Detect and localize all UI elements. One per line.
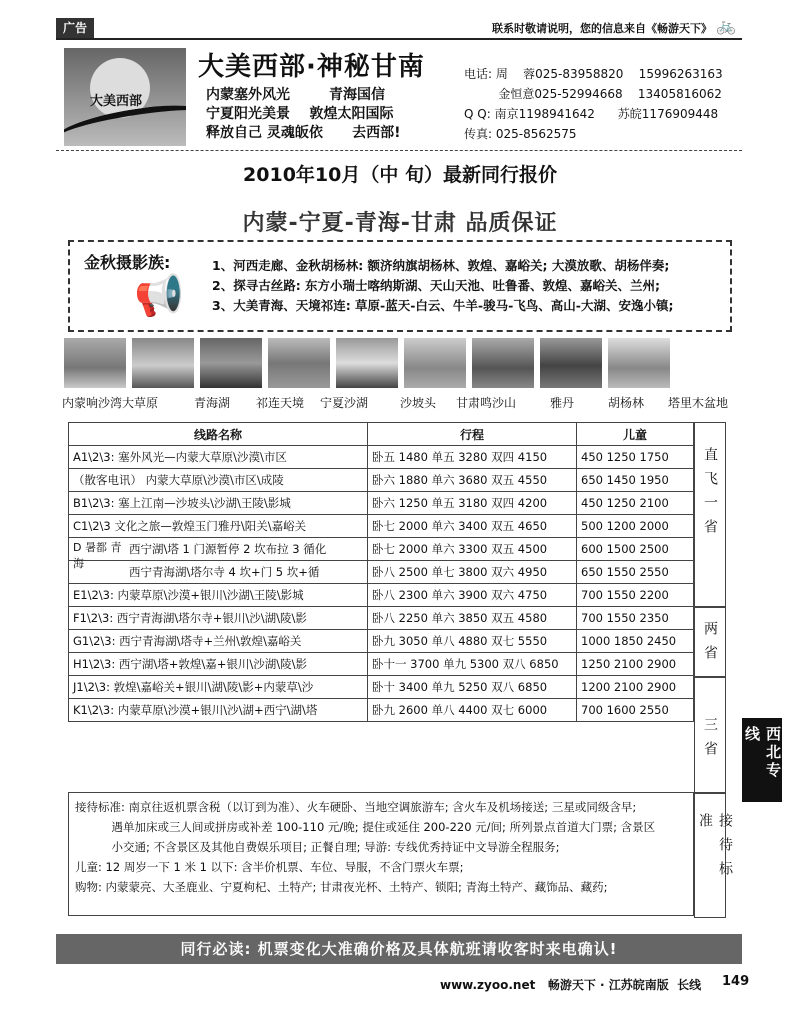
- table-row: [69, 607, 694, 630]
- route-price: 卧八 2500 单七 3800 双六 4950: [368, 561, 577, 584]
- table-row: [69, 446, 694, 469]
- table-row: [69, 469, 694, 492]
- child-price: 450 1250 2100: [577, 492, 694, 515]
- slogans: [206, 86, 401, 143]
- route-price: 卧九 2600 单八 4400 双七 6000: [368, 699, 577, 722]
- route-name: A1\2\3: 塞外风光—内蒙大草原\沙漠\市区: [69, 446, 368, 469]
- notes-line: 购物: 内蒙蒙亮、大圣鹿业、宁夏枸杞、土特产; 甘肃夜光杯、土特产、锁阳; 青海土特产、藏饰品、藏药;: [75, 880, 608, 894]
- child-price: 450 1250 1750: [577, 446, 694, 469]
- photo-shapotou: [336, 338, 398, 388]
- logo: [64, 48, 186, 146]
- route-price: 卧十 3400 单九 5250 双八 6850: [368, 676, 577, 699]
- notes-line: 接待标准: 南京往返机票含税（以订到为准）、火车硬卧、当地空调旅游车; 含火车及机场接送; 三星或同级含早;: [75, 800, 637, 814]
- promo-routes: [212, 256, 674, 316]
- megaphone-icon: 📢: [134, 273, 184, 319]
- route-name: F1\2\3: 西宁青海湖\塔尔寺+银川\沙\湖\陵\影: [69, 607, 368, 630]
- header-route: 线路名称: [69, 423, 368, 446]
- header-child: 儿童: [577, 423, 694, 446]
- photo-qilian: [200, 338, 262, 388]
- route-name: J1\2\3: 敦煌\嘉峪关+银川\湖\陵\影+内蒙草\沙: [69, 676, 368, 699]
- photo-mingsha: [404, 338, 466, 388]
- group-d-label: D 暑都 青海: [73, 541, 122, 570]
- route-price: 卧五 1480 单五 3280 双四 4150: [368, 446, 577, 469]
- route-name: E1\2\3: 内蒙草原\沙漠+银川\沙湖\王陵\影城: [69, 584, 368, 607]
- table-row: [69, 630, 694, 653]
- header-itinerary: 行程: [368, 423, 577, 446]
- price-table: [68, 422, 694, 722]
- contact-line: 传真: 025-8562575: [464, 127, 577, 141]
- promo-title: 金秋摄影族:: [84, 253, 171, 272]
- top-note: 联系时敬请说明，您的信息来自《畅游天下》: [492, 22, 712, 35]
- service-notes: [68, 792, 694, 916]
- section-tab-text: 西北专线: [743, 726, 782, 780]
- photo-caption: 雅丹: [550, 396, 575, 410]
- child-price: 650 1450 1950: [577, 469, 694, 492]
- table-row: [69, 515, 694, 538]
- notes-line: 遇单加床或三人间或拼房或补差 100-110 元/晚; 提住或延住 200-220 元/间; 所列景点首道大门票; 含景区: [75, 820, 656, 834]
- promo-route: 3、大美青海、天境祁连: 草原-蓝天-白云、牛羊-骏马-飞鸟、高山-大湖、安逸小镇;: [212, 298, 674, 313]
- photo-caption: 沙坡头: [400, 396, 437, 410]
- child-price: 1000 1850 2450: [577, 630, 694, 653]
- photo-qinghai-lake: [132, 338, 194, 388]
- route-name: [69, 538, 368, 570]
- contact-line: 电话: 周 蓉025-83958820 15996263163: [464, 67, 723, 81]
- table-row: [69, 584, 694, 607]
- photo-caption: 青海湖: [194, 396, 231, 410]
- notes-side-label: [694, 792, 733, 918]
- photo-caption: 胡杨林: [608, 396, 645, 410]
- promo-route: 1、河西走廊、金秋胡杨林: 额济纳旗胡杨林、敦煌、嘉峪关; 大漠放歌、胡杨伴奏;: [212, 258, 670, 273]
- photo-caption: 祁连天境: [256, 396, 305, 410]
- table-row: [69, 538, 694, 561]
- route-price: 卧八 2300 单六 3900 双六 4750: [368, 584, 577, 607]
- side-label-text: 直飞一省: [702, 447, 718, 543]
- child-price: 700 1550 2350: [577, 607, 694, 630]
- photo-yadan: [472, 338, 534, 388]
- photo-grassland: [64, 338, 126, 388]
- ad-label: 广告: [56, 18, 94, 38]
- route-name: K1\2\3: 内蒙草原\沙漠+银川\沙\湖+西宁\湖\塔: [69, 699, 368, 722]
- side-label-two-provinces: [694, 606, 726, 678]
- table-row: [69, 699, 694, 722]
- route-name: （散客电讯） 内蒙大草原\沙漠\市区\成陵: [69, 469, 368, 492]
- slogan-line: 释放自己 灵魂皈依 去西部!: [206, 125, 401, 141]
- side-label-one-province: [694, 422, 726, 608]
- child-price: 500 1200 2000: [577, 515, 694, 538]
- page-number: 149: [722, 974, 750, 989]
- contact-line: 金恒意025-52994668 13405816062: [464, 87, 722, 101]
- table-header-row: [69, 423, 694, 446]
- table-row: [69, 492, 694, 515]
- child-price: 600 1500 2500: [577, 538, 694, 561]
- route-price: 卧十一 3700 单九 5300 双八 6850: [368, 653, 577, 676]
- photo-shahu: [268, 338, 330, 388]
- quality-subtitle: 内蒙-宁夏-青海-甘肃 品质保证: [242, 211, 558, 236]
- notes-line: 儿童: 12 周岁一下 1 米 1 以下: 含半价机票、车位、导服，不含门票火车票;: [75, 860, 464, 874]
- logo-text: 大美西部: [90, 94, 143, 109]
- contact-line: Q Q: 南京1198941642 苏皖1176909448: [464, 107, 719, 121]
- promo-route: 2、探寻古丝路: 东方小瑞士喀纳斯湖、天山天池、吐鲁番、敦煌、嘉峪关、兰州;: [212, 278, 661, 293]
- route-name: 西宁青海湖\塔尔寺 4 坎+门 5 坎+循: [69, 561, 368, 584]
- table-row: [69, 676, 694, 699]
- side-label-text: 两省: [702, 621, 718, 669]
- route-price: 卧九 3050 单八 4880 双七 5550: [368, 630, 577, 653]
- notice-banner: 同行必读: 机票变化大准确价格及具体航班请收客时来电确认!: [56, 934, 742, 964]
- photo-caption: 甘肃鸣沙山: [456, 396, 517, 410]
- route-price: 卧六 1250 单五 3180 双四 4200: [368, 492, 577, 515]
- child-price: 650 1550 2550: [577, 561, 694, 584]
- contact-info: [464, 64, 723, 144]
- route-name: H1\2\3: 西宁湖\塔+敦煌\嘉+银川\沙湖\陵\影: [69, 653, 368, 676]
- route-price: 卧八 2250 单六 3850 双五 4580: [368, 607, 577, 630]
- photo-caption: 内蒙响沙湾大草原: [62, 396, 159, 410]
- price-title: 2010年10月（中 旬）最新同行报价: [243, 164, 557, 186]
- slogan-line: 宁夏阳光美景 敦煌太阳国际: [206, 106, 394, 122]
- route-price: 卧六 1880 单六 3680 双五 4550: [368, 469, 577, 492]
- slogan-line: 内蒙塞外风光 青海国信: [206, 87, 385, 103]
- side-label-text: 三省: [702, 717, 718, 765]
- child-price: 700 1600 2550: [577, 699, 694, 722]
- photo-caption: 塔里木盆地: [668, 396, 729, 410]
- section-tab: [742, 718, 782, 802]
- child-price: 1200 2100 2900: [577, 676, 694, 699]
- photo-caption: 宁夏沙湖: [320, 396, 369, 410]
- photo-tarim: [608, 338, 670, 388]
- footer: www.zyoo.net 畅游天下 · 江苏皖南版 长线: [440, 978, 702, 992]
- brand-title: 大美西部·神秘甘南: [198, 52, 425, 82]
- route-name: B1\2\3: 塞上江南—沙坡头\沙湖\王陵\影城: [69, 492, 368, 515]
- table-row: [69, 561, 694, 584]
- notes-side-text: 接待标准: [697, 813, 733, 885]
- child-price: 700 1550 2200: [577, 584, 694, 607]
- notes-line: 小交通; 不含景区及其他自费娱乐项目; 正餐自理; 导游: 专线优秀持证中文导游全程服务;: [75, 840, 560, 854]
- route-price: 卧七 2000 单六 3400 双五 4650: [368, 515, 577, 538]
- table-row: [69, 653, 694, 676]
- bicycle-icon: 🚲: [716, 16, 736, 35]
- photo-strip: [64, 338, 734, 414]
- side-label-three-provinces: [694, 676, 726, 794]
- route-name: C1\2\3 文化之旅—敦煌玉门雅丹\阳关\嘉峪关: [69, 515, 368, 538]
- route-name: G1\2\3: 西宁青海湖\塔寺+兰州\敦煌\嘉峪关: [69, 630, 368, 653]
- photo-huyang: [540, 338, 602, 388]
- route-name-text: 西宁湖\塔 1 门源暂停 2 坎布拉 3 循化: [129, 542, 327, 556]
- child-price: 1250 2100 2900: [577, 653, 694, 676]
- route-price: 卧七 2000 单六 3300 双五 4500: [368, 538, 577, 561]
